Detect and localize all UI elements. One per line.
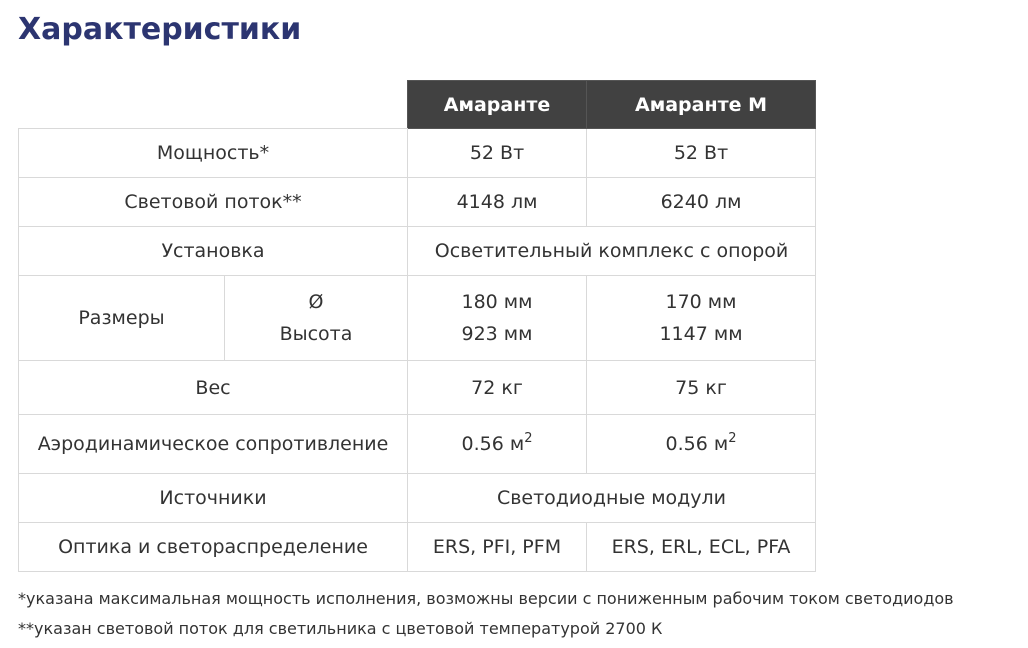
- specs-table: [18, 80, 816, 572]
- diameter-value: 180 мм: [461, 291, 533, 313]
- cell-value: ERS, PFI, PFM: [408, 523, 587, 572]
- unit-exponent: 2: [728, 431, 737, 446]
- row-label: Размеры: [19, 276, 225, 361]
- table-row-optics: [19, 523, 816, 572]
- cell-value: [408, 415, 587, 474]
- table-row-mounting: [19, 227, 816, 276]
- cell-value: [587, 276, 816, 361]
- footnotes: [18, 584, 954, 644]
- table-row-sources: [19, 474, 816, 523]
- row-label: Источники: [19, 474, 408, 523]
- table-row-dimensions: [19, 276, 816, 361]
- row-label: Мощность*: [19, 129, 408, 178]
- cell-value: [587, 415, 816, 474]
- table-row-flux: [19, 178, 816, 227]
- row-label: Вес: [19, 361, 408, 415]
- table-header-row: [19, 81, 816, 129]
- aero-value: 0.56 м: [461, 433, 525, 455]
- aero-value: 0.56 м: [665, 433, 729, 455]
- diameter-label: Ø: [308, 291, 324, 313]
- row-label: Оптика и светораспределение: [19, 523, 408, 572]
- table-row-weight: [19, 361, 816, 415]
- cell-value: 52 Вт: [587, 129, 816, 178]
- header-spacer: [19, 81, 408, 129]
- footnote-power: *указана максимальная мощность исполнения, возможны версии с пониженным рабочим током светодиодов: [18, 589, 954, 608]
- cell-value: Светодиодные модули: [408, 474, 816, 523]
- diameter-value: 170 мм: [665, 291, 737, 313]
- height-value: 1147 мм: [659, 323, 743, 345]
- row-label: Аэродинамическое сопротивление: [19, 415, 408, 474]
- cell-value: [408, 276, 587, 361]
- cell-value: 6240 лм: [587, 178, 816, 227]
- page-title: Характеристики: [18, 12, 302, 47]
- cell-value: 52 Вт: [408, 129, 587, 178]
- cell-value: 72 кг: [408, 361, 587, 415]
- cell-value: ERS, ERL, ECL, PFA: [587, 523, 816, 572]
- height-label: Высота: [279, 323, 353, 345]
- height-value: 923 мм: [461, 323, 533, 345]
- row-label: Световой поток**: [19, 178, 408, 227]
- cell-value: 75 кг: [587, 361, 816, 415]
- row-label: Установка: [19, 227, 408, 276]
- model-header-amarante-m: Амаранте М: [587, 81, 816, 129]
- table-row-aero: [19, 415, 816, 474]
- cell-value: 4148 лм: [408, 178, 587, 227]
- cell-value: Осветительный комплекс с опорой: [408, 227, 816, 276]
- unit-exponent: 2: [524, 431, 533, 446]
- footnote-flux: **указан световой поток для светильника с цветовой температурой 2700 К: [18, 619, 663, 638]
- table-row-power: [19, 129, 816, 178]
- dimension-sublabels: [225, 276, 408, 361]
- model-header-amarante: Амаранте: [408, 81, 587, 129]
